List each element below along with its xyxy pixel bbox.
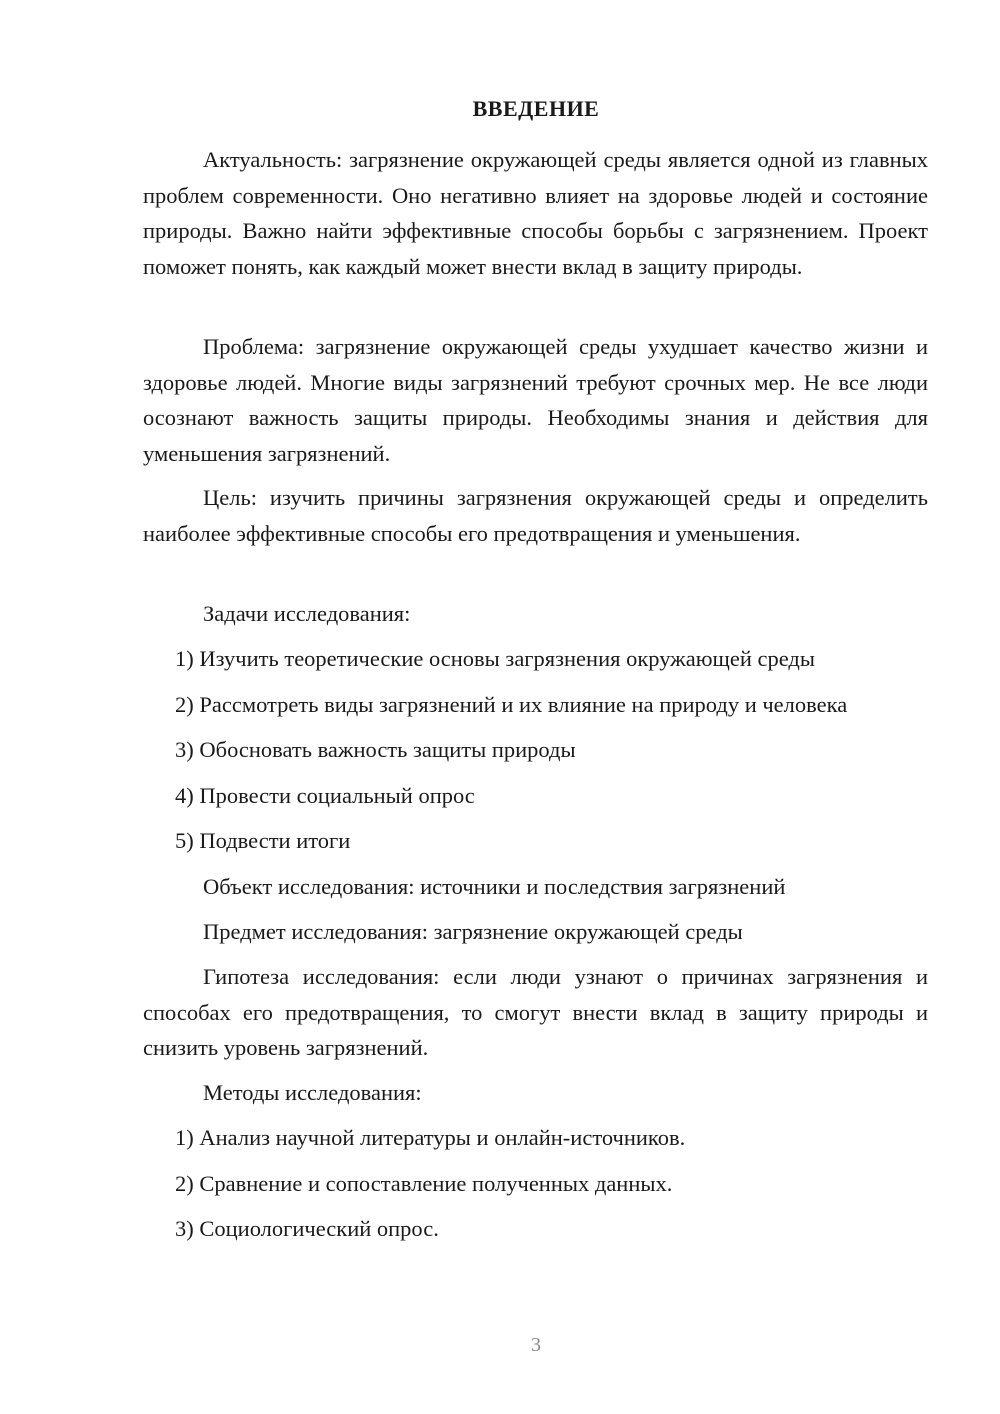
research-subject: Предмет исследования: загрязнение окружающей среды <box>203 919 743 944</box>
list-item: 1) Изучить теоретические основы загрязнения окружающей среды <box>175 646 815 671</box>
list-item: 2) Сравнение и сопоставление полученных данных. <box>175 1171 673 1196</box>
problem-paragraph: Проблема: загрязнение окружающей среды ухудшает качество жизни и здоровье людей. Многие виды загрязнений требуют срочных мер. Не все люди осознают важность защиты природы. Необходимы знания и действия для уменьшения загрязнений. <box>143 334 928 466</box>
research-object: Объект исследования: источники и последствия загрязнений <box>203 874 786 899</box>
page-number: 3 <box>531 1334 541 1356</box>
methods-heading: Методы исследования: <box>203 1080 422 1105</box>
page-title: ВВЕДЕНИЕ <box>472 96 600 121</box>
list-item: 4) Провести социальный опрос <box>175 783 475 808</box>
goal-paragraph: Цель: изучить причины загрязнения окружающей среды и определить наиболее эффективные способы его предотвращения и уменьшения. <box>143 485 928 546</box>
hypothesis-paragraph: Гипотеза исследования: если люди узнают о причинах загрязнения и способах его предотвращения, то смогут внести вклад в защиту природы и снизить уровень загрязнений. <box>143 964 928 1060</box>
list-item: 5) Подвести итоги <box>175 828 351 853</box>
list-item: 1) Анализ научной литературы и онлайн-источников. <box>175 1125 686 1150</box>
list-item: 3) Обосновать важность защиты природы <box>175 737 576 762</box>
relevance-paragraph: Актуальность: загрязнение окружающей среды является одной из главных проблем современности. Оно негативно влияет на здоровье людей и состояние природы. Важно найти эффективные способы борьбы с загрязнением. Проект поможет понять, как каждый может внести вклад в защиту природы. <box>143 147 928 279</box>
list-item: 3) Социологический опрос. <box>175 1216 439 1241</box>
tasks-heading: Задачи исследования: <box>203 601 411 626</box>
list-item: 2) Рассмотреть виды загрязнений и их влияние на природу и человека <box>175 692 848 717</box>
